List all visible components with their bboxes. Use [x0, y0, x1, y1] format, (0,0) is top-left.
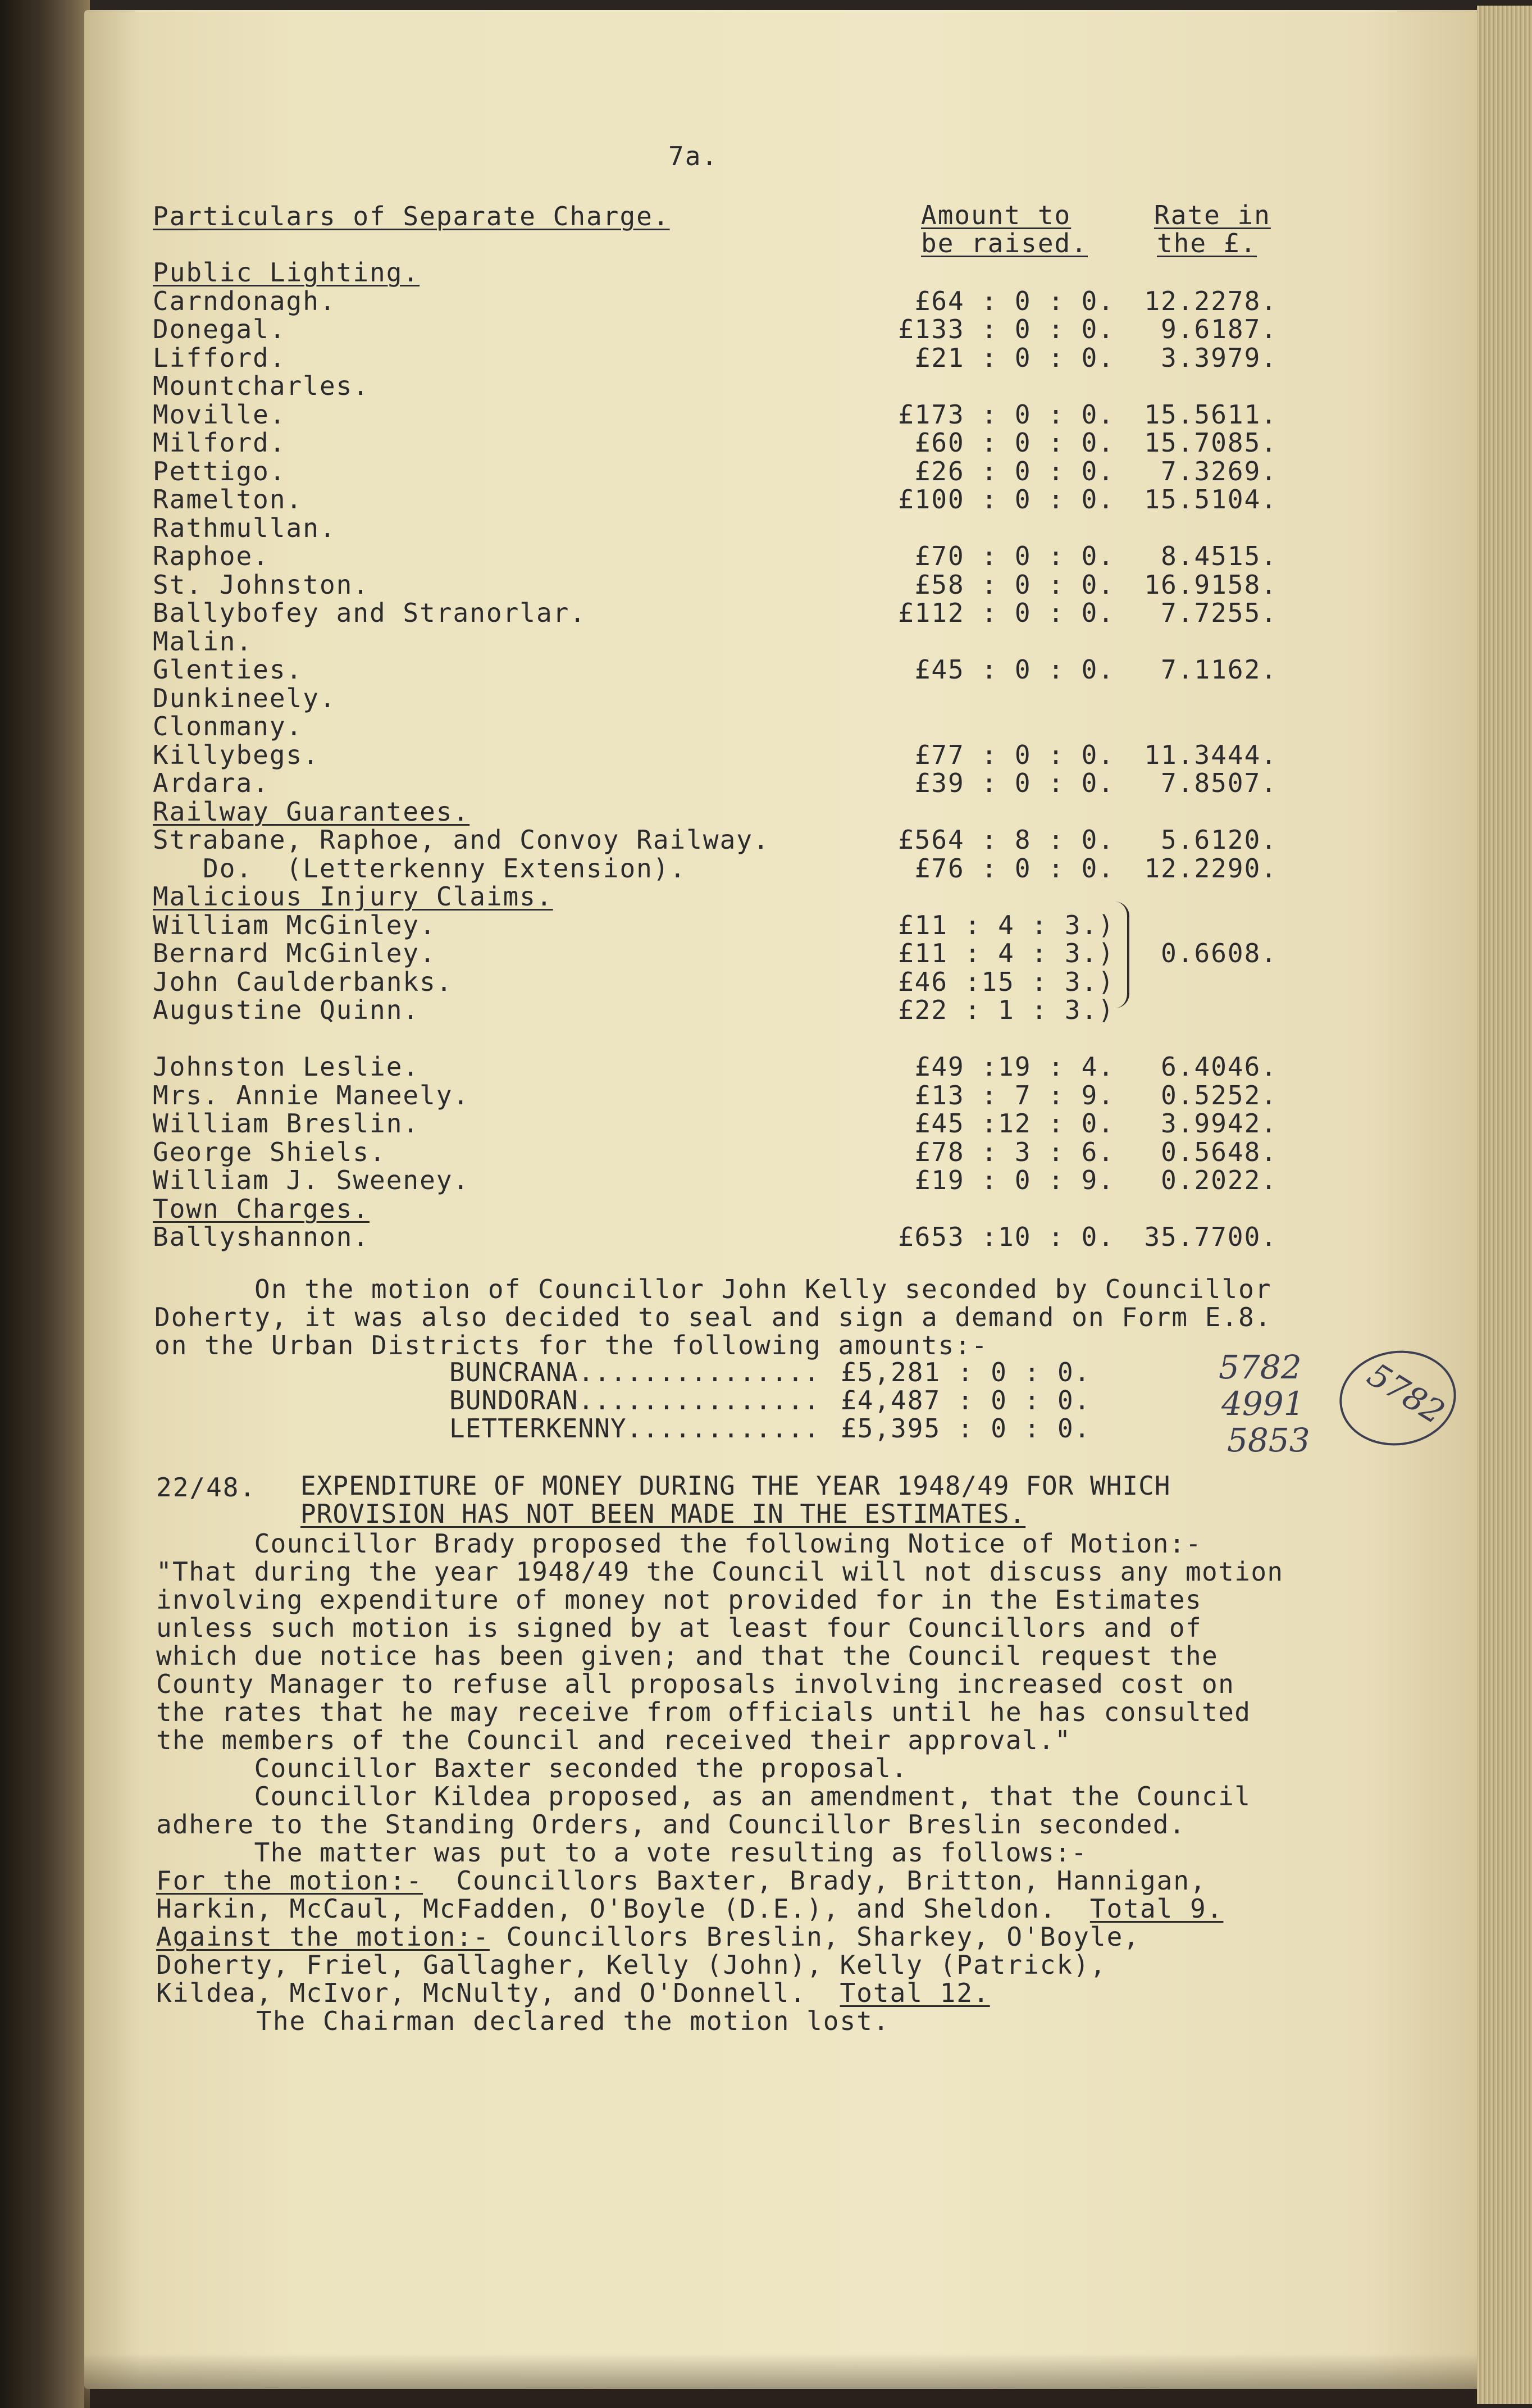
vote-against-line1 — [156, 1924, 1140, 1950]
charge-section-heading: Town Charges. — [153, 1193, 370, 1224]
district-name: BUNDORAN............... — [449, 1385, 820, 1415]
charge-name: Pettigo. — [153, 456, 286, 486]
body-line: The matter was put to a vote resulting as follows:- — [156, 1837, 1088, 1868]
header-amount-line1: Amount to — [921, 200, 1072, 230]
bottom-shadow — [84, 2354, 1477, 2408]
charge-rate: 11.3444. — [1144, 739, 1278, 770]
charge-section-heading: Railway Guarantees. — [153, 796, 470, 827]
body-line: "That during the year 1948/49 the Council will not discuss any motion — [156, 1556, 1284, 1587]
charge-amount: £653 :10 : 0. — [897, 1222, 1115, 1252]
charge-name: John Caulderbanks. — [153, 966, 453, 997]
charge-name: Clonmany. — [153, 711, 303, 741]
charge-rate: 6.4046. — [1161, 1051, 1278, 1082]
charge-amount: £21 : 0 : 0. — [914, 342, 1115, 373]
charge-rate: 15.7085. — [1144, 427, 1278, 458]
item-heading-line2: PROVISION HAS NOT BEEN MADE IN THE ESTIMATES. — [300, 1499, 1026, 1529]
district-name: BUNCRANA............... — [449, 1357, 820, 1387]
vote-for-label: For the motion:- — [156, 1865, 423, 1896]
body-line: the members of the Council and received their approval." — [156, 1725, 1072, 1755]
charge-amount: £78 : 3 : 6. — [914, 1136, 1115, 1167]
charge-rate: 7.8507. — [1161, 768, 1278, 798]
header-particulars: Particulars of Separate Charge. — [153, 201, 670, 231]
motion-line: Doherty, it was also decided to seal and sign a demand on Form E.8. — [154, 1302, 1272, 1332]
charge-name: Ballyshannon. — [153, 1222, 370, 1252]
charge-rate: 0.5648. — [1161, 1136, 1278, 1167]
charge-amount: £45 : 0 : 0. — [914, 654, 1115, 685]
charge-rate: 7.3269. — [1161, 456, 1278, 486]
vote-for-total: Total 9. — [1089, 1893, 1224, 1924]
charge-name: Killybegs. — [153, 739, 320, 770]
vote-against-line3 — [156, 1980, 990, 2006]
vote-against-line2: Doherty, Friel, Gallagher, Kelly (John), Kelly (Patrick), — [156, 1950, 1107, 1980]
body-line: which due notice has been given; and that the Council request the — [156, 1641, 1219, 1671]
handwritten-circled-text: 5782 — [1361, 1355, 1452, 1432]
charge-rate: 12.2290. — [1144, 853, 1278, 884]
vote-for-line1 — [156, 1865, 1207, 1896]
body-line: unless such motion is signed by at least four Councillors and of — [156, 1613, 1202, 1643]
charge-amount: £19 : 0 : 9. — [914, 1165, 1115, 1195]
charge-name: Rathmullan. — [153, 512, 336, 543]
charge-name: Milford. — [153, 427, 286, 458]
charge-rate: 0.2022. — [1161, 1165, 1278, 1195]
page-stack-edge — [1477, 6, 1532, 2404]
charge-rate: 0.5252. — [1161, 1080, 1278, 1110]
charge-name: Ardara. — [153, 768, 270, 798]
charge-rate: 35.7700. — [1144, 1222, 1278, 1252]
charge-name: Raphoe. — [153, 541, 270, 571]
charge-name: Glenties. — [153, 654, 303, 685]
charge-name: St. Johnston. — [153, 569, 370, 600]
vote-for-line2 — [156, 1893, 1224, 1924]
charge-amount: £112 : 0 : 0. — [897, 598, 1115, 628]
charge-amount: £133 : 0 : 0. — [897, 314, 1115, 344]
charge-name: Dunkineely. — [153, 682, 336, 713]
vote-against-text-3: Kildea, McIvor, McNulty, and O'Donnell. — [156, 1978, 807, 2008]
charge-amount: £77 : 0 : 0. — [914, 739, 1115, 770]
charge-amount: £64 : 0 : 0. — [914, 285, 1115, 316]
charge-amount: £11 : 4 : 3.) — [897, 938, 1115, 968]
vote-against-label: Against the motion:- — [156, 1922, 490, 1952]
charge-section-heading: Public Lighting. — [153, 257, 420, 288]
charge-name: George Shiels. — [153, 1136, 386, 1167]
body-line: involving expenditure of money not provided for in the Estimates — [156, 1585, 1202, 1615]
charge-name: Ballybofey and Stranorlar. — [153, 598, 587, 628]
vote-against-text-1: Councillors Breslin, Sharkey, O'Boyle, — [489, 1922, 1140, 1952]
vote-for-text-1: Councillors Baxter, Brady, Britton, Hannigan, — [423, 1865, 1207, 1896]
handwritten-note-3: 5853 — [1227, 1421, 1310, 1459]
charge-amount: £76 : 0 : 0. — [914, 853, 1115, 884]
closing-line: The Chairman declared the motion lost. — [156, 2006, 890, 2036]
charge-name: Augustine Quinn. — [153, 995, 420, 1025]
charge-amount: £46 :15 : 3.) — [897, 966, 1115, 997]
charge-name: Bernard McGinley. — [153, 938, 436, 968]
charge-amount: £49 :19 : 4. — [914, 1051, 1115, 1082]
charge-amount: £173 : 0 : 0. — [897, 399, 1115, 430]
item-heading-line1: EXPENDITURE OF MONEY DURING THE YEAR 1948/49 FOR WHICH — [300, 1471, 1171, 1501]
district-name: LETTERKENNY............ — [449, 1413, 820, 1444]
charge-name: Malin. — [153, 626, 253, 657]
body-line: Councillor Brady proposed the following Notice of Motion:- — [156, 1528, 1202, 1559]
charge-amount: £564 : 8 : 0. — [897, 825, 1115, 855]
page-number: 7a. — [668, 141, 719, 171]
district-amount: £4,487 : 0 : 0. — [841, 1385, 1091, 1415]
handwritten-note-1: 5782 — [1219, 1348, 1302, 1386]
district-amount: £5,281 : 0 : 0. — [841, 1357, 1091, 1387]
charge-rate: 7.7255. — [1161, 598, 1278, 628]
body-line: Councillor Kildea proposed, as an amendment, that the Council — [156, 1781, 1251, 1811]
motion-line: On the motion of Councillor John Kelly seconded by Councillor — [154, 1274, 1272, 1304]
charge-rate: 7.1162. — [1161, 654, 1278, 685]
item-number: 22/48. — [156, 1472, 257, 1503]
body-line: the rates that he may receive from officials until he has consulted — [156, 1697, 1251, 1727]
charge-amount: £100 : 0 : 0. — [897, 484, 1115, 515]
charge-name: Mountcharles. — [153, 371, 370, 401]
charge-amount: £13 : 7 : 9. — [914, 1080, 1115, 1110]
header-amount-line2: be raised. — [921, 228, 1088, 258]
header-rate-line1: Rate in — [1154, 200, 1271, 230]
motion-line: on the Urban Districts for the following amounts:- — [154, 1330, 988, 1360]
charge-name: William J. Sweeney. — [153, 1165, 470, 1195]
charge-amount: £26 : 0 : 0. — [914, 456, 1115, 486]
charge-rate: 3.3979. — [1161, 342, 1278, 373]
charge-name: Strabane, Raphoe, and Convoy Railway. — [153, 825, 770, 855]
charge-name: Donegal. — [153, 314, 286, 344]
charge-name: Ramelton. — [153, 484, 303, 515]
charge-rate: 0.6608. — [1161, 938, 1278, 968]
book-spine — [0, 0, 90, 2408]
charge-amount: £22 : 1 : 3.) — [897, 995, 1115, 1025]
vote-for-text-2: Harkin, McCaul, McFadden, O'Boyle (D.E.), and Sheldon. — [156, 1893, 1057, 1924]
district-amount: £5,395 : 0 : 0. — [841, 1413, 1091, 1444]
charge-name: Carndonagh. — [153, 285, 336, 316]
charge-name: William McGinley. — [153, 909, 436, 940]
charge-amount: £45 :12 : 0. — [914, 1108, 1115, 1139]
body-line: Councillor Baxter seconded the proposal. — [156, 1753, 908, 1783]
handwritten-note-2: 4991 — [1221, 1385, 1305, 1423]
charge-name: Do. (Letterkenny Extension). — [153, 853, 687, 884]
body-line: adhere to the Standing Orders, and Councillor Breslin seconded. — [156, 1809, 1186, 1840]
charge-section-heading: Malicious Injury Claims. — [153, 881, 553, 912]
charge-rate: 3.9942. — [1161, 1108, 1278, 1139]
charge-rate: 5.6120. — [1161, 825, 1278, 855]
charge-rate: 8.4515. — [1161, 541, 1278, 571]
charge-name: Johnston Leslie. — [153, 1051, 420, 1082]
charge-rate: 12.2278. — [1144, 285, 1278, 316]
charge-name: Moville. — [153, 399, 286, 430]
body-line: County Manager to refuse all proposals involving increased cost on — [156, 1669, 1235, 1699]
charge-name: William Breslin. — [153, 1108, 420, 1139]
charge-rate: 9.6187. — [1161, 314, 1278, 344]
charge-amount: £70 : 0 : 0. — [914, 541, 1115, 571]
claims-brace — [1115, 902, 1129, 1008]
charge-amount: £58 : 0 : 0. — [914, 569, 1115, 600]
charge-rate: 16.9158. — [1144, 569, 1278, 600]
charge-amount: £39 : 0 : 0. — [914, 768, 1115, 798]
charge-name: Mrs. Annie Maneely. — [153, 1080, 470, 1110]
charge-rate: 15.5611. — [1144, 399, 1278, 430]
charge-amount: £60 : 0 : 0. — [914, 427, 1115, 458]
charge-amount: £11 : 4 : 3.) — [897, 909, 1115, 940]
header-rate-line2: the £. — [1157, 228, 1257, 258]
charge-name: Lifford. — [153, 342, 286, 373]
vote-against-total: Total 12. — [840, 1978, 990, 2008]
charge-rate: 15.5104. — [1144, 484, 1278, 515]
